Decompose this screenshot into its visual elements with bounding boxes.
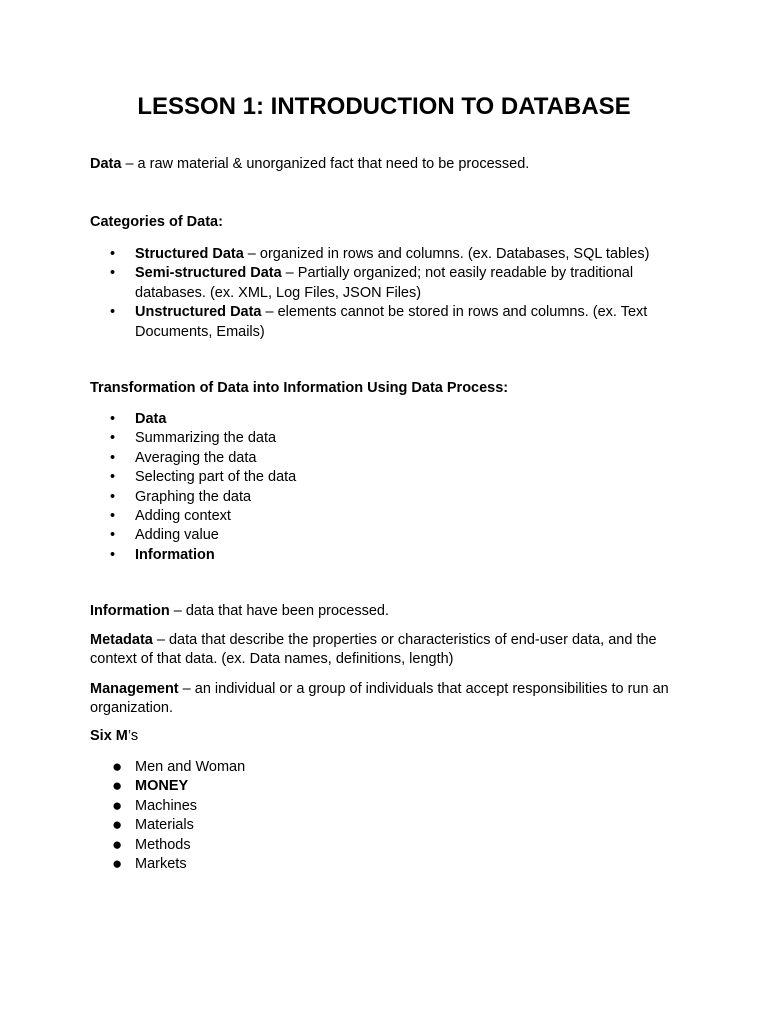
list-item: • Adding value (110, 526, 690, 545)
list-item: • Information (110, 546, 690, 565)
definition-text: – data that have been processed. (169, 603, 390, 619)
list-item: • Summarizing the data (110, 429, 690, 448)
bullet-icon: • (110, 449, 116, 466)
list-item: ● Markets (112, 854, 187, 874)
definition-text: – data that describe the properties or characteristics of end-user data, and the context of that data. (ex. Data names, definitions, length) (90, 632, 657, 667)
bullet-icon: • (110, 246, 116, 262)
bullet-icon: • (110, 265, 116, 282)
list-item: ● Materials (112, 815, 194, 835)
list-item: ● Methods (112, 834, 191, 854)
list-item: • Graphing the data (110, 488, 690, 507)
bullet-icon: • (110, 304, 116, 321)
list-item: • Semi-structured Data – Partially organized; not easily readable by traditional databases. (ex. XML, Log Files, JSON Files) (110, 265, 634, 301)
information-definition (90, 602, 690, 621)
page-title: LESSON 1: INTRODUCTION TO DATABASE (137, 93, 631, 120)
list-item: • Structured Data – organized in rows and columns. (ex. Databases, SQL tables) (110, 245, 690, 264)
bullet-icon: • (110, 488, 116, 505)
metadata-definition (90, 631, 690, 669)
bullet-icon: • (110, 430, 116, 447)
data-definition (90, 155, 690, 174)
list-item: • Data (110, 410, 690, 429)
bullet-icon: ● (112, 815, 123, 835)
term: Information (90, 603, 170, 619)
bullet-icon: • (110, 527, 116, 544)
bullet-icon: • (110, 508, 116, 525)
categories-list (110, 245, 690, 342)
bullet-icon: ● (112, 834, 123, 854)
transformation-heading: Transformation of Data into Information Using Data Process: (90, 380, 509, 396)
definition-text: – an individual or a group of individuals that accept responsibilities to run an organization. (90, 681, 669, 716)
bullet-icon: ● (112, 757, 123, 776)
bullet-icon: ● (112, 854, 123, 874)
bullet-icon: ● (112, 776, 123, 796)
management-definition (90, 680, 690, 718)
term: Data (90, 156, 122, 172)
list-item: • Unstructured Data – elements cannot be stored in rows and columns. (ex. Text Documents, Emails) (110, 304, 648, 340)
definition-text: – a raw material & unorganized fact that need to be processed. (121, 156, 530, 172)
list-item: • Adding context (110, 507, 690, 526)
transformation-list (110, 410, 690, 565)
list-item: • Selecting part of the data (110, 468, 690, 487)
list-item: ● Men and Woman (112, 757, 246, 776)
list-item: ● Machines (112, 795, 198, 815)
bullet-icon: ● (112, 795, 123, 815)
bullet-icon: • (110, 546, 116, 563)
list-item: ● MONEY (112, 776, 189, 796)
term: Metadata (90, 632, 153, 648)
categories-heading: Categories of Data: (90, 214, 223, 230)
six-ms-list (110, 758, 690, 874)
bullet-icon: • (110, 411, 116, 427)
term: Management (90, 681, 179, 697)
bullet-icon: • (110, 469, 116, 486)
six-ms-heading: Six M’s (90, 728, 139, 744)
list-item: • Averaging the data (110, 449, 690, 468)
